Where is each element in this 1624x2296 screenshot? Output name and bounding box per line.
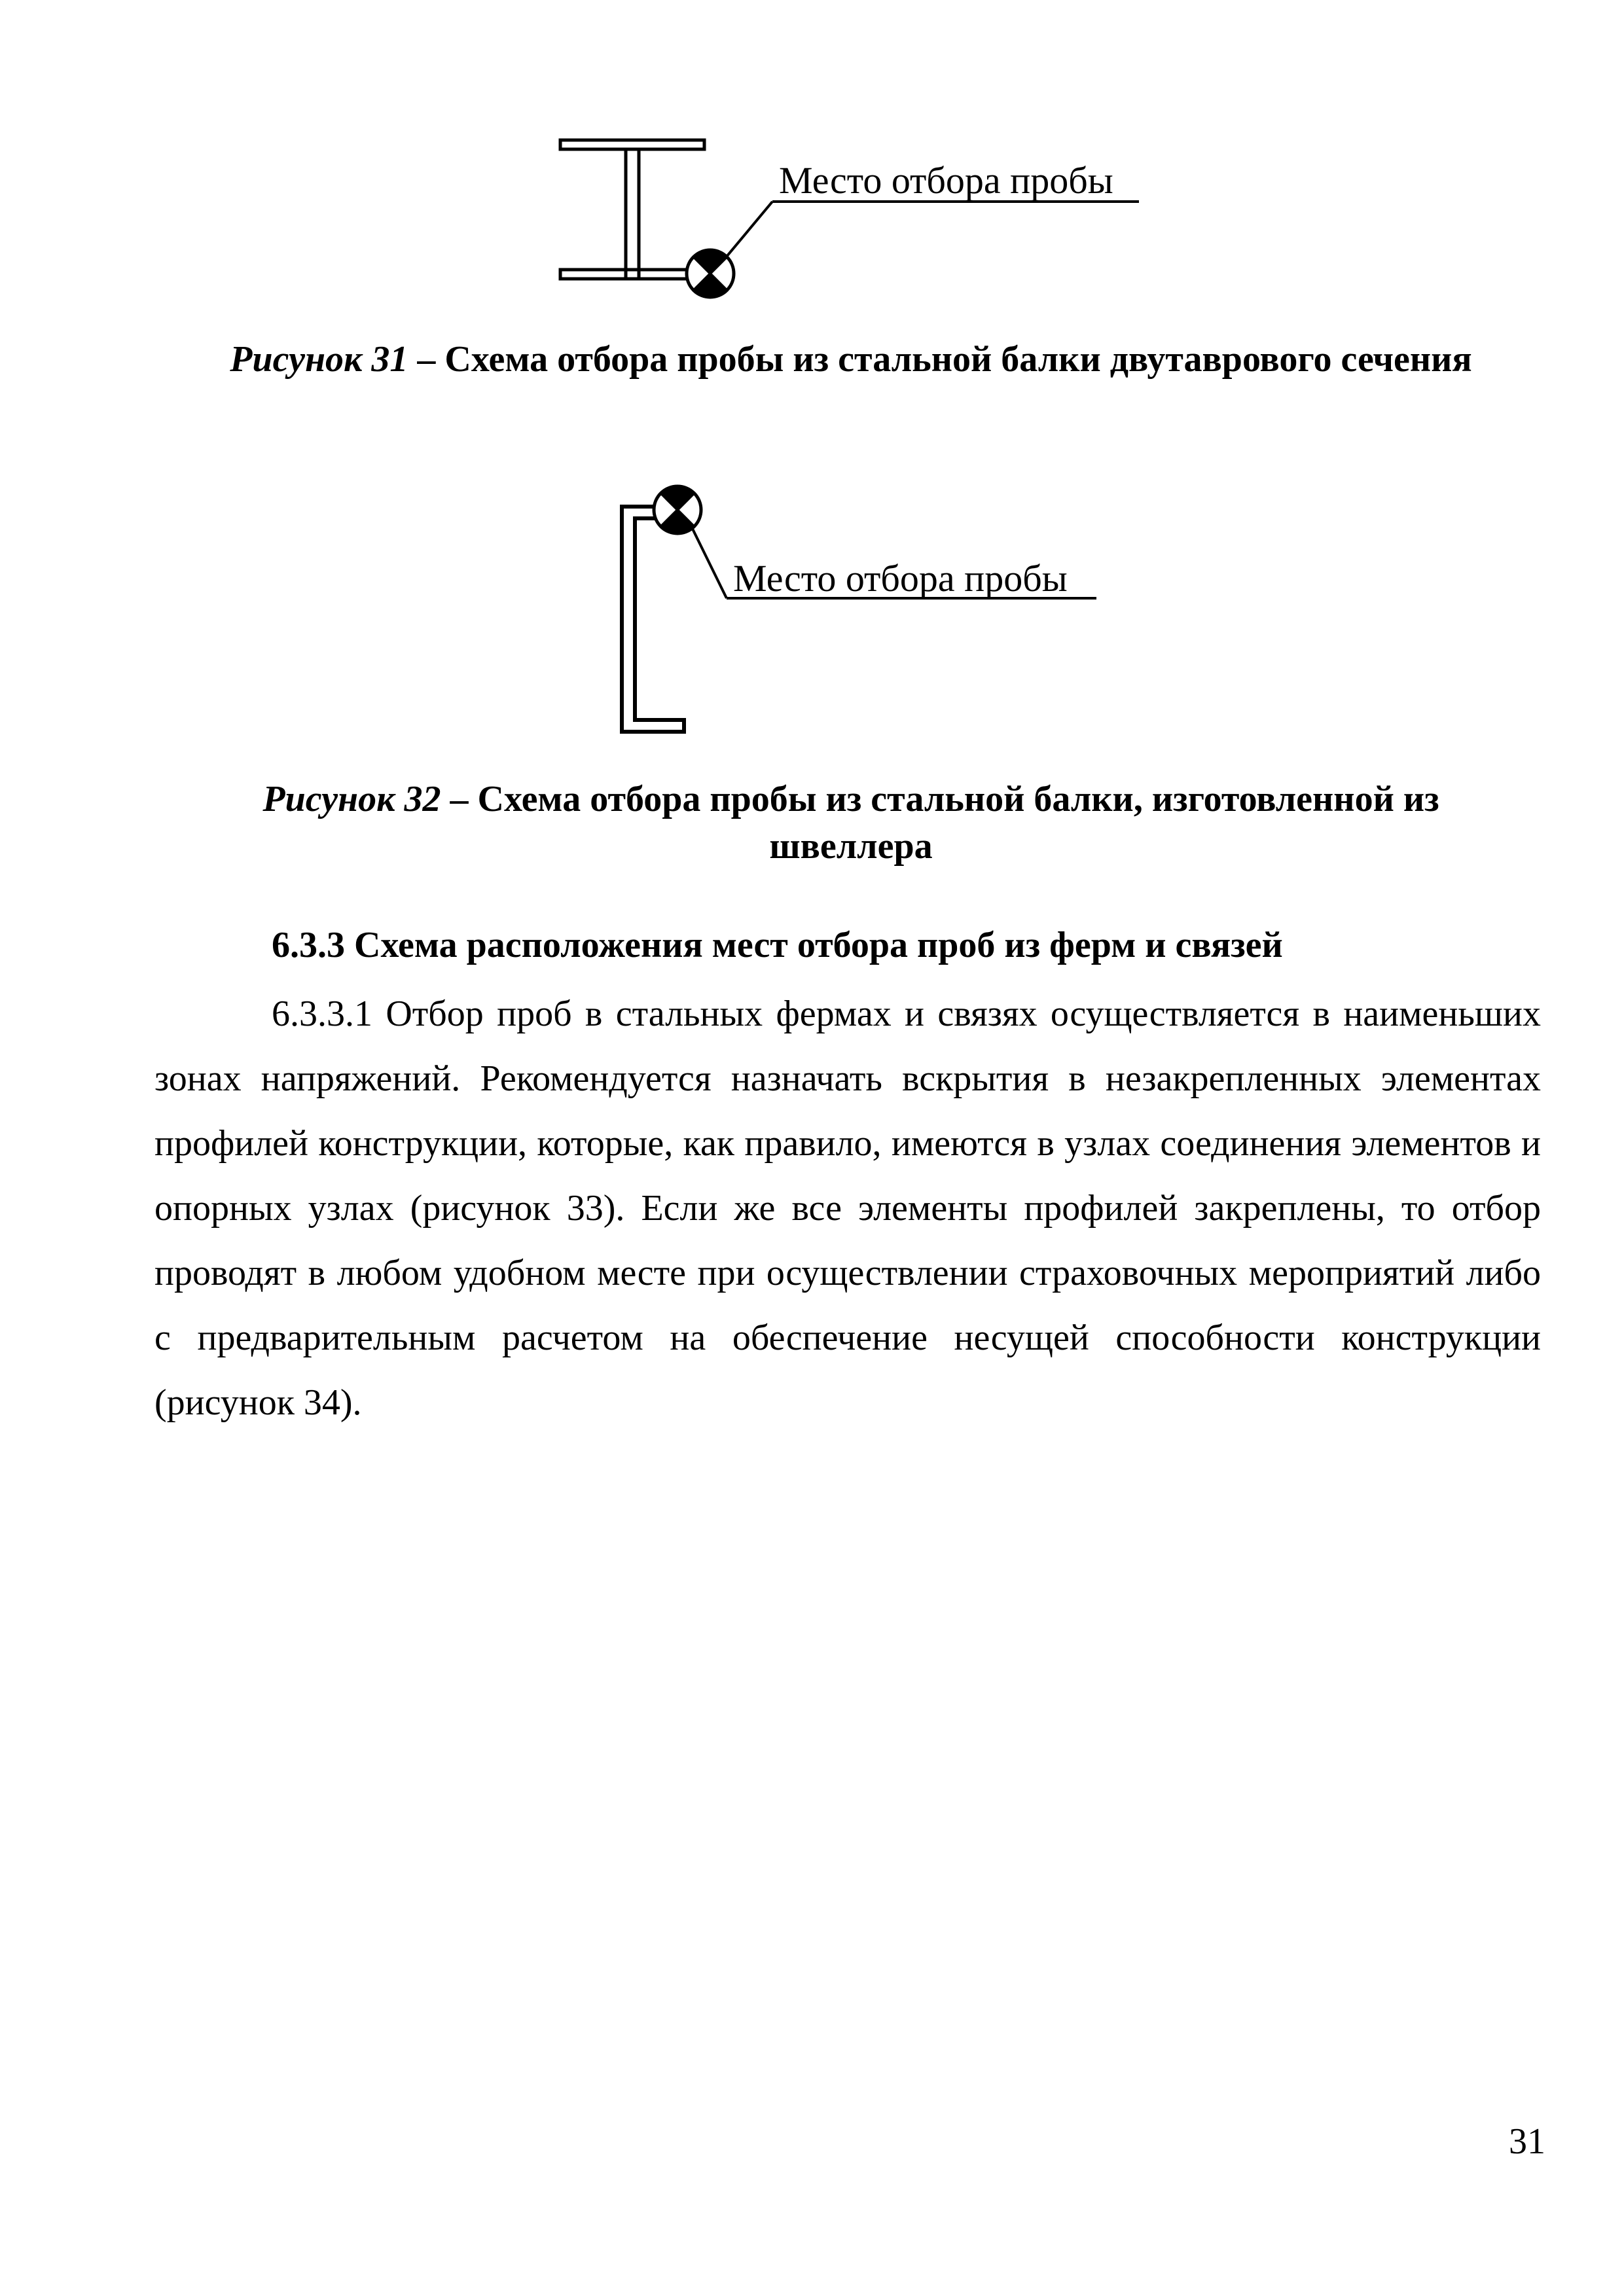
figure-31-caption <box>151 336 1551 383</box>
body-paragraph-container <box>154 982 1541 1435</box>
figure-32-caption-line1: Схема отбора пробы из стальной балки, изготовленной из <box>477 779 1439 819</box>
figure-32-callout-label: Место отбора пробы <box>733 557 1068 600</box>
sample-point-marker <box>654 486 701 533</box>
figure-31-caption-prefix: Рисунок 31 <box>230 339 408 380</box>
leader-line <box>727 202 772 257</box>
caption-dash: – <box>408 339 445 380</box>
channel-profile <box>622 507 684 732</box>
figure-31-callout-label: Место отбора пробы <box>779 159 1113 202</box>
figure-32-caption <box>151 776 1551 870</box>
web <box>626 149 639 279</box>
caption-dash: – <box>441 779 478 819</box>
sample-point-marker <box>687 250 734 297</box>
leader-line <box>693 529 727 598</box>
body-paragraph: 6.3.3.1 Отбор проб в стальных фермах и связях осуществляется в наименьших зонах напряжений. Рекомендуется назначать вскрытия в незакрепленных элементах профилей конструкции, которые, как правило, имеются в узлах соединения элементов и опорных узлах (рисунок 33). Если же все элементы профилей закреплены, то отбор проводят в любом удобном месте при осуществлении страховочных мероприятий либо с предварительным расчетом на обеспечение несущей способности конструкции (рисунок 34). <box>154 994 1541 1423</box>
figure-32-caption-prefix: Рисунок 32 <box>262 779 441 819</box>
page-number: 31 <box>1509 2121 1545 2162</box>
figure-32-caption-line2: швеллера <box>769 826 933 867</box>
figure-32-channel-diagram <box>609 478 1132 740</box>
figure-31-caption-text: Схема отбора пробы из стальной балки двутаврового сечения <box>444 339 1472 380</box>
section-heading: 6.3.3 Схема расположения мест отбора проб из ферм и связей <box>272 925 1283 965</box>
bottom-flange <box>560 270 704 279</box>
